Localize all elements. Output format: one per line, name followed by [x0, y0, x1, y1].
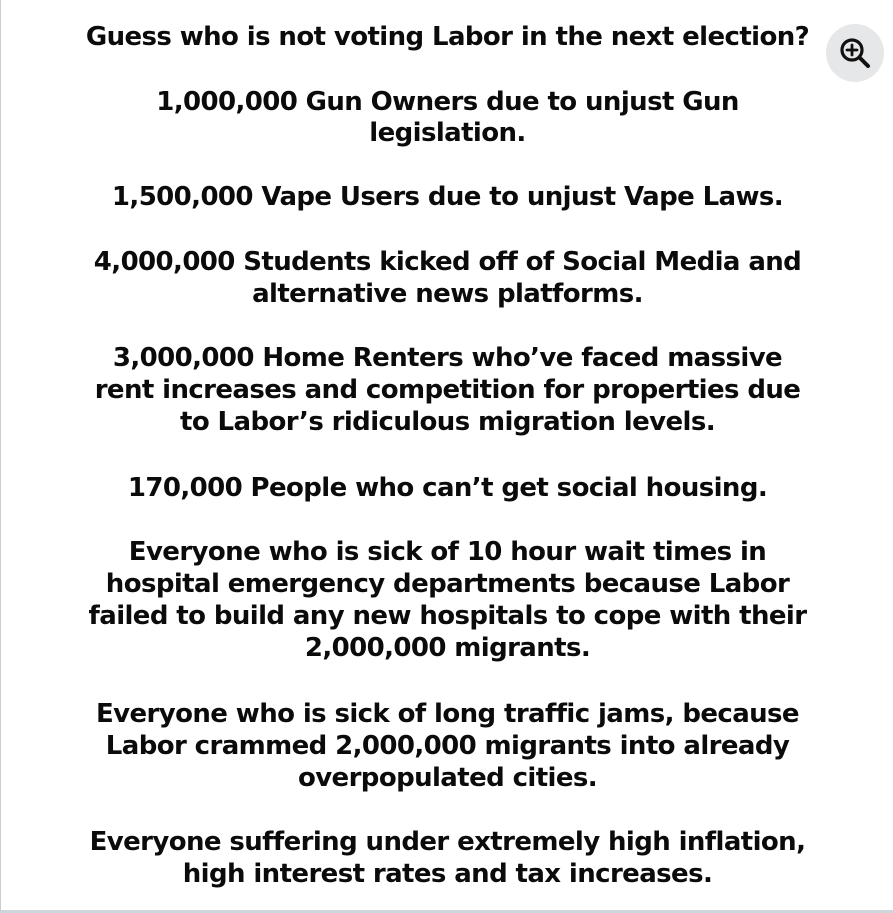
text-line: 170,000 People who can’t get social housing. — [127, 473, 768, 503]
headline: Guess who is not voting Labor in the next election? — [85, 22, 810, 52]
zoom-in-button[interactable] — [826, 24, 884, 82]
text-line: high interest rates and tax increases. — [182, 859, 713, 889]
text-line: overpopulated cities. — [297, 763, 598, 793]
text-line: to Labor’s ridiculous migration levels. — [180, 407, 715, 437]
text-line: 3,000,000 Home Renters who’ve faced massive — [112, 343, 783, 373]
text-line: Labor crammed 2,000,000 migrants into already — [105, 731, 790, 761]
text-line: Everyone who is sick of 10 hour wait times in — [128, 537, 767, 567]
text-line: Everyone who is sick of long traffic jams, because — [96, 699, 799, 729]
text-line: legislation. — [369, 118, 526, 148]
text-line: failed to build any new hospitals to cope with their — [88, 601, 807, 631]
text-line: alternative news platforms. — [252, 279, 643, 309]
text-line: Everyone suffering under extremely high inflation, — [89, 827, 806, 857]
text-line: 4,000,000 Students kicked off of Social Media and — [93, 247, 802, 277]
text-line: hospital emergency departments because Labor — [105, 569, 790, 599]
text-line: 2,000,000 migrants. — [304, 633, 591, 663]
zoom-in-icon — [838, 36, 872, 70]
text-line: rent increases and competition for properties due — [94, 375, 801, 405]
text-line: 1,500,000 Vape Users due to unjust Vape Laws. — [111, 182, 784, 212]
text-line: 1,000,000 Gun Owners due to unjust Gun — [156, 87, 739, 117]
